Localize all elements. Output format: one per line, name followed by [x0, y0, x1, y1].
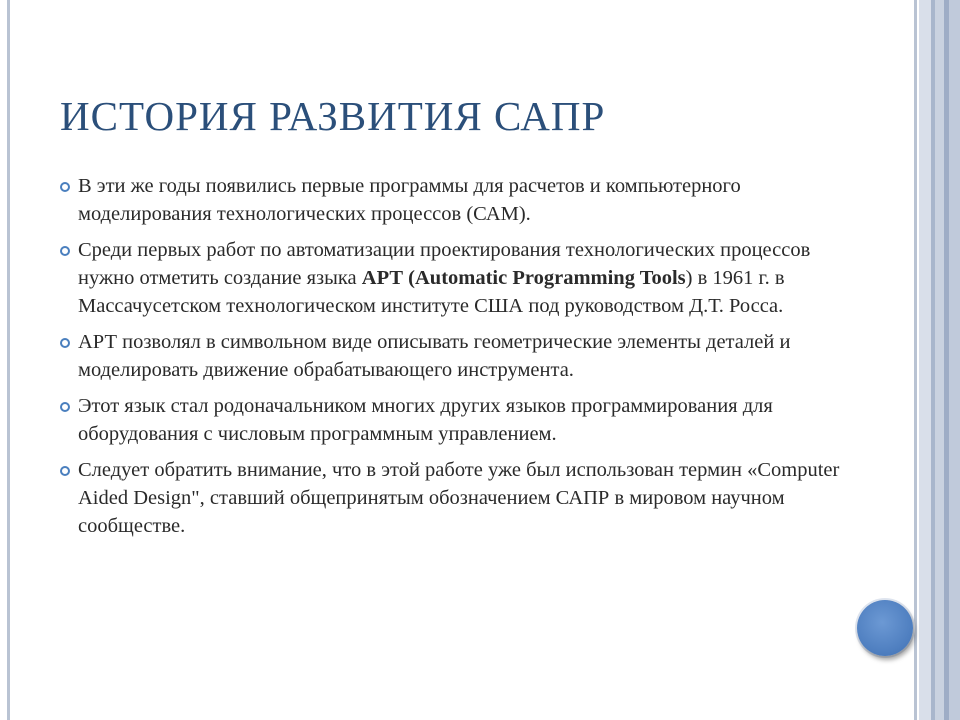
bullet-text: Следует обратить внимание, что в этой работе уже был использован термин «Computer Aided Design", ставший общепринятым обозначением САПР в мировом научном сообществе. — [78, 459, 840, 537]
bullet-text: Этот язык стал родоначальником многих других языков программирования для оборудования с числовым программным управлением. — [78, 395, 773, 445]
bullet-item — [60, 328, 850, 384]
left-border-line — [7, 0, 10, 720]
stripe — [935, 0, 944, 720]
bullet-icon — [60, 402, 70, 412]
bullet-text: ) в 1961 г. в Массачусетском технологическом институте США под руководством Д.Т. Росса. — [78, 267, 785, 317]
stripe — [949, 0, 960, 720]
bullet-item — [60, 236, 850, 320]
bullet-icon — [60, 182, 70, 192]
stripe — [919, 0, 931, 720]
blue-circle-icon — [857, 600, 913, 656]
bullet-text: АРТ позволял в символьном виде описывать геометрические элементы деталей и моделировать движение обрабатывающего инструмента. — [78, 331, 791, 381]
bullet-icon — [60, 246, 70, 256]
bullet-text: В эти же годы появились первые программы для расчетов и компьютерного моделирования технологических процессов (САМ). — [78, 175, 741, 225]
bullet-item — [60, 172, 850, 228]
bullet-text-bold: АРТ (Automatic Programming Tools — [361, 267, 686, 289]
right-decorative-stripes — [914, 0, 960, 720]
bullet-item — [60, 456, 850, 540]
bullet-icon — [60, 338, 70, 348]
bullet-text: Среди первых работ по автоматизации проектирования технологических процессов нужно отметить создание языка — [78, 239, 811, 289]
slide-title: ИСТОРИЯ РАЗВИТИЯ САПР — [60, 93, 606, 139]
bullet-list — [60, 172, 850, 548]
bullet-item — [60, 392, 850, 448]
stripe — [914, 0, 917, 720]
bullet-icon — [60, 466, 70, 476]
